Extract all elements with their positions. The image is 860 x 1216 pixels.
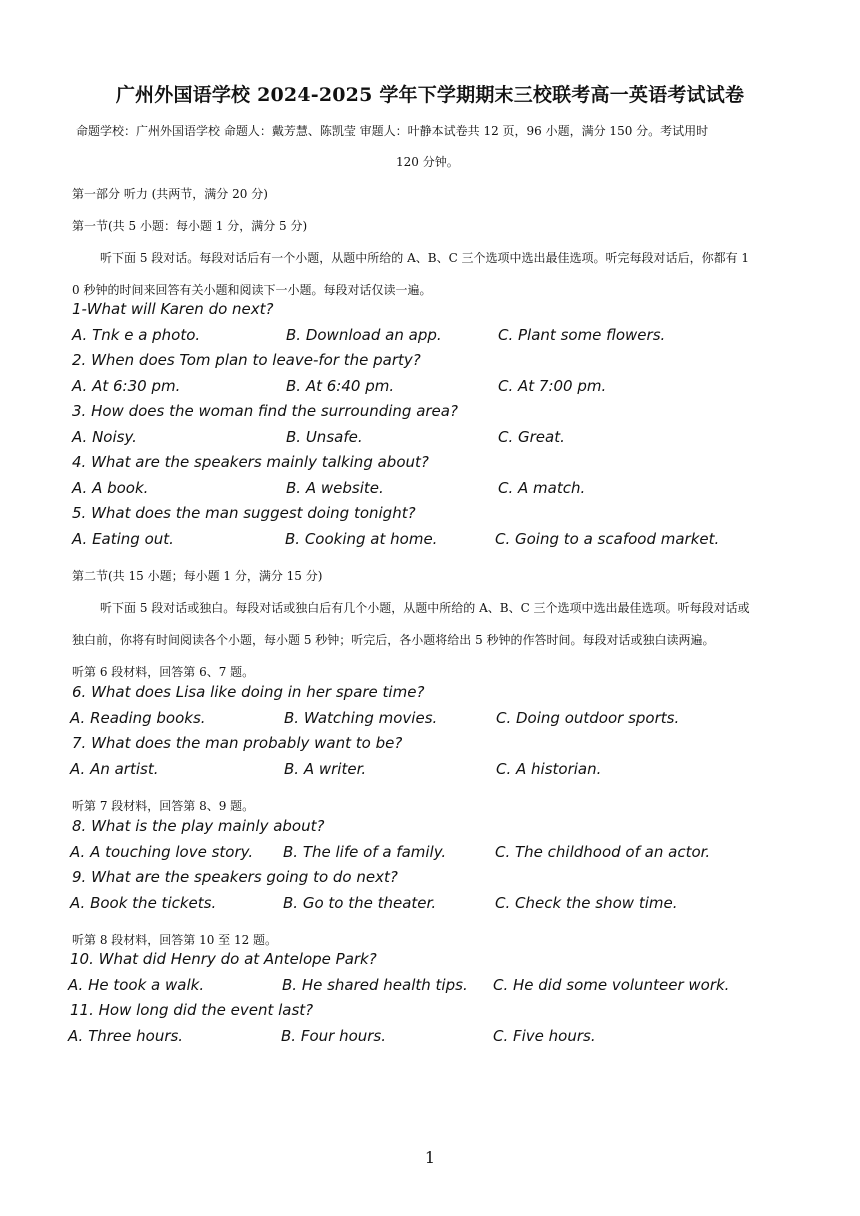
question-5: 5. What does the man suggest doing tonight? [72,504,416,522]
section-1-instruction-line-2: 0 秒钟的时间来回答有关小题和阅读下一小题。每段对话仅读一遍。 [72,283,432,297]
question-7: 7. What does the man probably want to be? [72,734,403,752]
question-4-option-a: A. A book. [72,479,149,497]
question-1: 1-What will Karen do next? [72,300,274,318]
question-1-option-b: B. Download an app. [286,326,442,344]
section-2-instruction-line-2: 独白前，你将有时间阅读各个小题，每小题 5 秒钟；听完后，各小题将给出 5 秒钟的作答时间。每段对话或独白读两遍。 [72,633,715,647]
question-5-option-b: B. Cooking at home. [285,530,438,548]
question-9-option-c: C. Check the show time. [495,894,678,912]
question-4-option-c: C. A match. [498,479,586,497]
question-2-option-c: C. At 7:00 pm. [498,377,607,395]
section-1-instruction-line-1: 听下面 5 段对话。每段对话后有一个小题，从题中所给的 A、B、C 三个选项中选出最佳选项。听完每段对话后，你都有 1 [100,251,750,265]
material-8-label: 听第 8 段材料，回答第 10 至 12 题。 [72,933,278,947]
question-7-option-c: C. A historian. [496,760,602,778]
question-10: 10. What did Henry do at Antelope Park? [70,950,377,968]
page-number: 1 [424,1148,436,1167]
question-9: 9. What are the speakers going to do next? [72,868,398,886]
question-4: 4. What are the speakers mainly talking about? [72,453,429,471]
section-2-heading: 第二节(共 15 小题；每小题 1 分，满分 15 分) [72,569,323,583]
question-3-option-b: B. Unsafe. [286,428,363,446]
question-8-option-a: A. A touching love story. [70,843,254,861]
question-11: 11. How long did the event last? [70,1001,314,1019]
question-7-option-b: B. A writer. [284,760,367,778]
question-2-option-b: B. At 6:40 pm. [286,377,395,395]
question-10-option-c: C. He did some volunteer work. [493,976,730,994]
question-11-option-b: B. Four hours. [281,1027,387,1045]
exam-title: 广州外国语学校 2024-2025 学年下学期期末三校联考高一英语考试试卷 [115,84,745,106]
question-7-option-a: A. An artist. [70,760,159,778]
question-4-option-b: B. A website. [286,479,384,497]
question-5-option-c: C. Going to a scafood market. [495,530,720,548]
question-6-option-b: B. Watching movies. [284,709,438,727]
question-2-option-a: A. At 6:30 pm. [72,377,181,395]
material-6-label: 听第 6 段材料，回答第 6、7 题。 [72,665,255,679]
question-10-option-b: B. He shared health tips. [282,976,468,994]
question-3-option-c: C. Great. [498,428,565,446]
section-2-instruction-line-1: 听下面 5 段对话或独白。每段对话或独白后有几个小题，从题中所给的 A、B、C 三个选项中选出最佳选项。听每段对话或 [100,601,750,615]
question-11-option-c: C. Five hours. [493,1027,596,1045]
question-1-option-c: C. Plant some flowers. [498,326,666,344]
question-8-option-c: C. The childhood of an actor. [495,843,711,861]
question-10-option-a: A. He took a walk. [68,976,205,994]
question-6: 6. What does Lisa like doing in her spare time? [72,683,425,701]
material-7-label: 听第 7 段材料，回答第 8、9 题。 [72,799,255,813]
question-11-option-a: A. Three hours. [68,1027,184,1045]
exam-meta-line-1: 命题学校：广州外国语学校 命题人：戴芳慧、陈凯莹 审题人：叶静本试卷共 12 页，96 小题，满分 150 分。考试用时 [76,124,709,138]
question-1-option-a: A. Tnk e a photo. [72,326,201,344]
question-3: 3. How does the woman find the surrounding area? [72,402,458,420]
question-2: 2. When does Tom plan to leave-for the party? [72,351,421,369]
question-9-option-b: B. Go to the theater. [283,894,437,912]
question-6-option-a: A. Reading books. [70,709,206,727]
section-1-heading: 第一节(共 5 小题：每小题 1 分，满分 5 分) [72,219,308,233]
exam-meta-line-2: 120 分钟。 [396,155,459,169]
question-8-option-b: B. The life of a family. [283,843,447,861]
question-6-option-c: C. Doing outdoor sports. [496,709,680,727]
question-9-option-a: A. Book the tickets. [70,894,217,912]
question-3-option-a: A. Noisy. [72,428,137,446]
question-5-option-a: A. Eating out. [72,530,174,548]
part-1-heading: 第一部分 听力 (共两节，满分 20 分) [72,187,268,201]
question-8: 8. What is the play mainly about? [72,817,325,835]
